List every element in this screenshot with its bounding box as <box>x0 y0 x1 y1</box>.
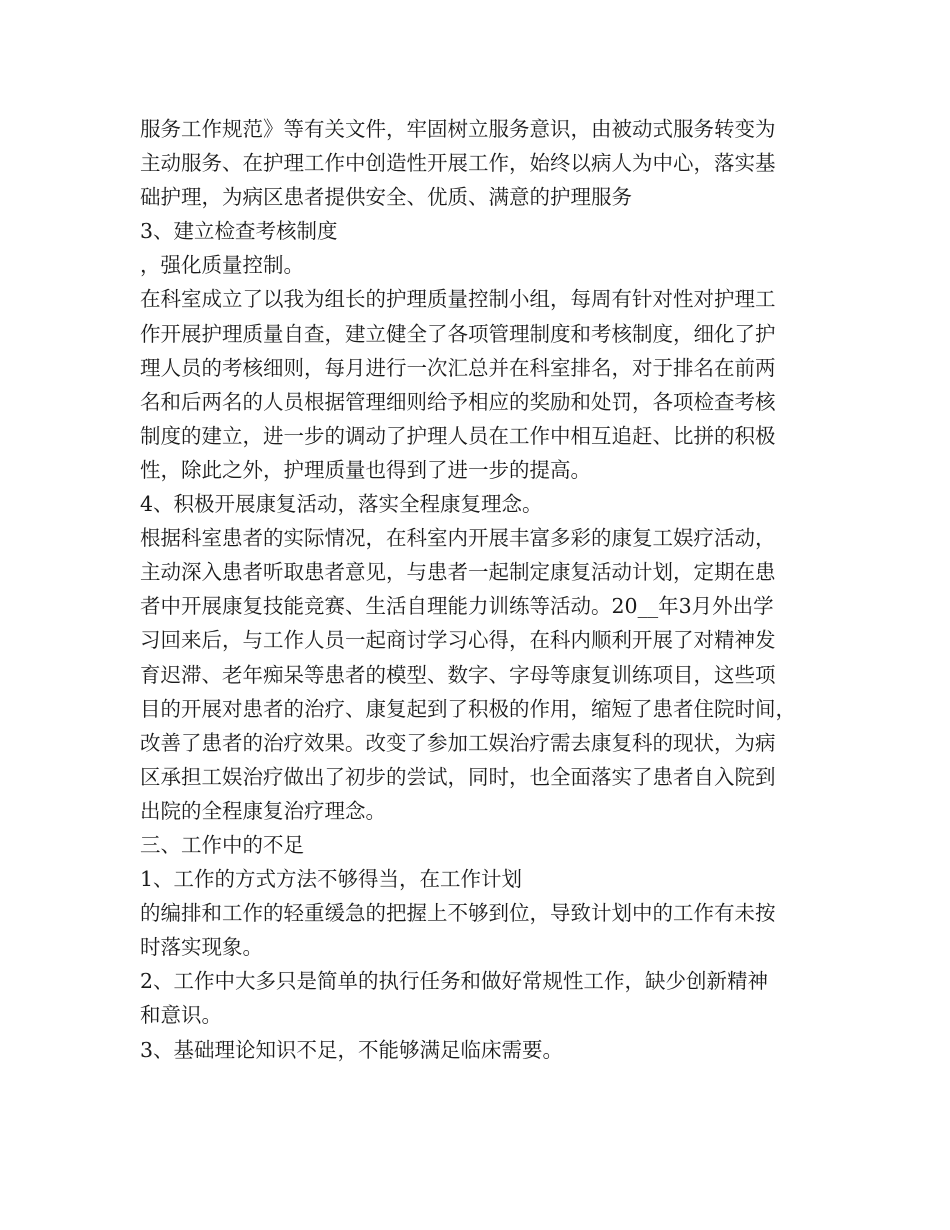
text-line: 主动服务、在护理工作中创造性开展工作，始终以病人为中心，落实基 <box>140 151 776 176</box>
text-line: 目的开展对患者的治疗、康复起到了积极的作用，缩短了患者住院时间， <box>140 696 796 721</box>
text-line: 根据科室患者的实际情况，在科室内开展丰富多彩的康复工娱疗活动， <box>140 526 776 551</box>
section-heading: 2、工作中大多只是简单的执行任务和做好常规性工作，缺少创新精神 <box>140 969 769 994</box>
text-line: 制度的建立，进一步的调动了护理人员在工作中相互追赶、比拼的积极 <box>140 423 776 448</box>
text-line: 服务工作规范》等有关文件，牢固树立服务意识，由被动式服务转变为 <box>140 117 776 141</box>
document-body <box>140 112 830 1067</box>
text-line: 区承担工娱治疗做出了初步的尝试，同时，也全面落实了患者自入院到 <box>140 764 776 789</box>
text-line: 育迟滞、老年痴呆等患者的模型、数字、字母等康复训练项目，这些项 <box>140 662 776 687</box>
text-line: 改善了患者的治疗效果。改变了参加工娱治疗需去康复科的现状，为病 <box>140 730 776 755</box>
text-line: 者中开展康复技能竞赛、生活自理能力训练等活动。20__年3月外出学 <box>140 594 774 619</box>
text-line: 时落实现象。 <box>140 935 263 960</box>
text-line: 在科室成立了以我为组长的护理质量控制小组，每周有针对性对护理工 <box>140 287 776 312</box>
section-heading: 1、工作的方式方法不够得当，在工作计划 <box>140 867 523 892</box>
text-line: 名和后两名的人员根据管理细则给予相应的奖励和处罚，各项检查考核 <box>140 389 776 414</box>
text-line: 主动深入患者听取患者意见，与患者一起制定康复活动计划，定期在患 <box>140 560 776 585</box>
text-line: 习回来后，与工作人员一起商讨学习心得，在科内顺利开展了对精神发 <box>140 628 776 653</box>
text-line: 作开展护理质量自查，建立健全了各项管理制度和考核制度，细化了护 <box>140 321 776 346</box>
section-heading: 三、工作中的不足 <box>140 832 304 857</box>
text-line: 的编排和工作的轻重缓急的把握上不够到位，导致计划中的工作有未按 <box>140 901 776 926</box>
section-heading: 3、建立检查考核制度 <box>140 219 338 244</box>
text-line: 性，除此之外，护理质量也得到了进一步的提高。 <box>140 457 591 482</box>
text-line: 和意识。 <box>140 1003 222 1028</box>
text-line: 出院的全程康复治疗理念。 <box>140 798 386 823</box>
text-line: 理人员的考核细则，每月进行一次汇总并在科室排名，对于排名在前两 <box>140 355 776 380</box>
section-heading: 3、基础理论知识不足，不能够满足临床需要。 <box>140 1037 564 1062</box>
text-line: ，强化质量控制。 <box>140 253 304 278</box>
text-line: 础护理，为病区患者提供安全、优质、满意的护理服务 <box>140 185 632 210</box>
section-heading: 4、积极开展康复活动，落实全程康复理念。 <box>140 492 543 517</box>
